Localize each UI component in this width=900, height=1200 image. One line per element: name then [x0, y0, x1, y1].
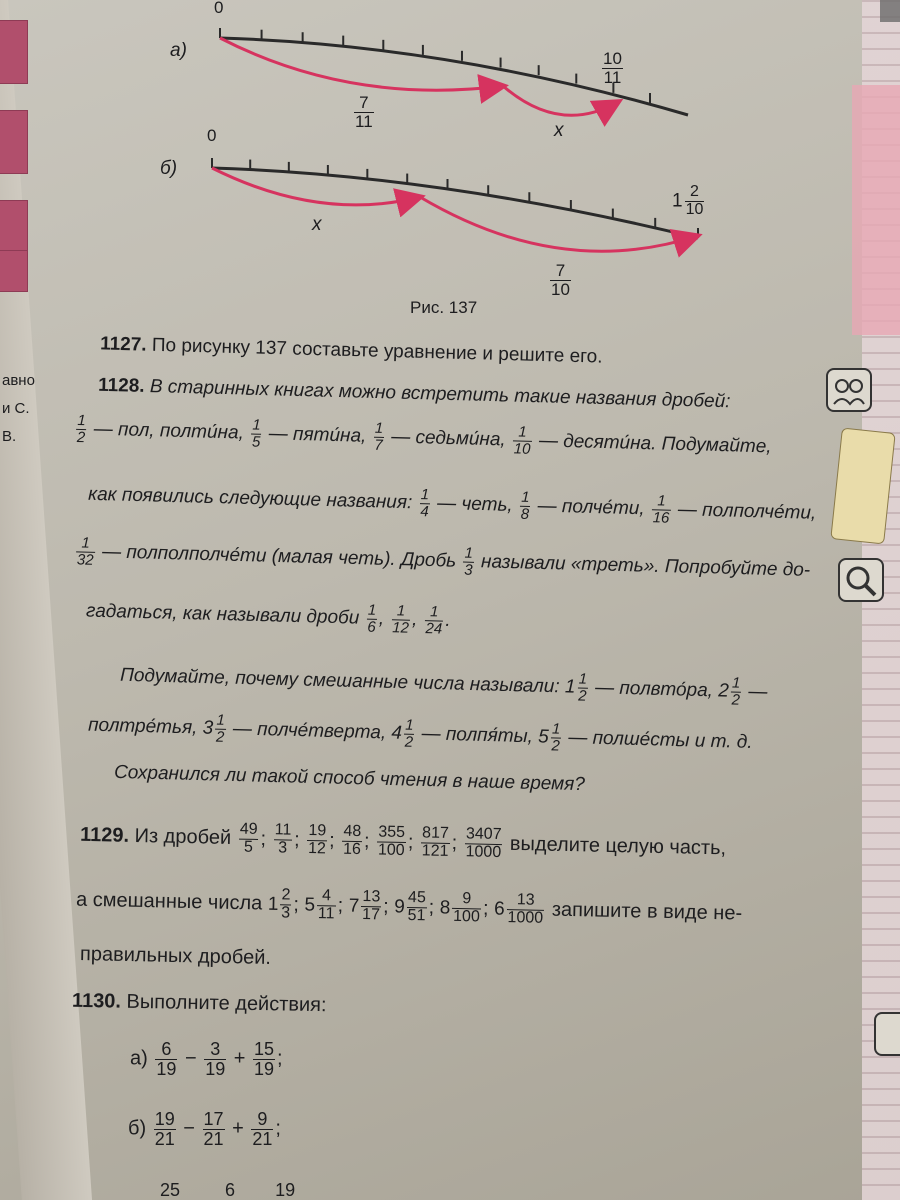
exercise-1128-line8: Сохранился ли такой способ чтения в наше время? [113, 761, 586, 796]
fraction: $\frac{13}{17}$ [361, 888, 381, 924]
fraction: $\frac{4}{11}$ [317, 887, 335, 923]
exercise-1127: 1127. По рисунку 137 составьте уравнение и решите его. [99, 333, 603, 368]
fraction: $\frac{45}{51}$ [407, 888, 426, 925]
fraction: $\frac{817}{121}$ [421, 824, 450, 860]
number-line-b [212, 158, 698, 251]
zero-label-a: 0 [214, 0, 224, 17]
fraction-label: $\frac{7}{10}$ [551, 261, 570, 299]
pair-work-icon [826, 368, 872, 412]
fraction: $\frac{9}{100}$ [452, 890, 481, 926]
fraction: $\frac{19}{12}$ [307, 822, 327, 858]
fraction: $\frac{2}{3}$ [281, 886, 291, 922]
fraction-label: $\frac{7}{11}$ [355, 93, 373, 131]
label-a: а) [170, 40, 187, 61]
exercise-1129-line3: правильных дробей. [79, 943, 272, 969]
magnifier-icon [838, 558, 884, 602]
exercise-1128-line4: $\frac{1}{32}$ — полполполче́ти (малая четь). Дробь $\frac{1}{3}$ называли «треть». Попробуйте до- [76, 534, 811, 581]
exercise-1129-line2: а смешанные числа 1 $\frac{2}{3}$ ; 5 $\frac{4}{11}$ ; 7 $\frac{13}{17}$ ; 9 $\frac{45}{51}$ ; 8 $\frac{9}{100}$ ; 6 $\frac{13}{1000}$ запишите в виде не- [75, 886, 743, 927]
label-b: б) [160, 158, 178, 179]
fraction: $\frac{13}{1000}$ [507, 891, 544, 927]
x-label-b: x [312, 214, 322, 235]
mixed-label: 1 $\frac{2}{10}$ [672, 183, 704, 218]
exercise-1130: 1130. Выполните действия: [71, 989, 327, 1017]
fraction-label: $\frac{10}{11}$ [603, 49, 622, 87]
number-line-figure [0, 0, 900, 340]
exercise-1130-a: а) $\frac{6}{19}$ − $\frac{3}{19}$ + $\frac{15}{19}$ ; [130, 1039, 283, 1079]
exercise-1128-line6: Подумайте, почему смешанные числа называли: 1 $\frac{1}{2}$ — полвто́ра, 2 $\frac{1}{2}$ — [119, 664, 768, 709]
x-label-a: x [554, 120, 564, 141]
exercise-1130-b: б) $\frac{19}{21}$ − $\frac{17}{21}$ + $\frac{9}{21}$ ; [128, 1109, 281, 1149]
margin-text: авно [2, 372, 35, 389]
margin-text: и С. [2, 400, 30, 417]
exercise-1128-line7: полтре́тья, 3 $\frac{1}{2}$ — полче́тверта, 4 $\frac{1}{2}$ — полпя́ты, 5 $\frac{1}{2}$ — полше́сты и т. д. [87, 711, 753, 755]
arc-a1 [220, 38, 503, 90]
fraction: $\frac{49}{5}$ [239, 820, 258, 856]
fraction: $\frac{355}{100}$ [377, 823, 406, 859]
fraction: $\frac{11}{3}$ [274, 821, 292, 857]
fraction: $\frac{3407}{1000}$ [465, 825, 502, 861]
exercise-1129-line1: 1129. Из дробей $\frac{49}{5}$ ; $\frac{11}{3}$ ; $\frac{19}{12}$ ; $\frac{48}{16}$ ; $\frac{355}{100}$ ; $\frac{817}{121}$ ; $\frac{3407}{1000}$ выделите целую часть, [79, 820, 727, 861]
exercise-1128-line5: гадаться, как называли дроби $\frac{1}{6}$ , $\frac{1}{12}$ , $\frac{1}{24}$ . [85, 600, 451, 638]
fraction: $\frac{48}{16}$ [342, 822, 362, 858]
zero-label-b: 0 [207, 126, 217, 145]
figure-caption: Рис. 137 [410, 298, 478, 317]
exercise-1128-line1: 1128. В старинных книгах можно встретить такие названия дробей: [97, 374, 731, 413]
exercise-1130-c-partial: 25 6 19 [160, 1180, 296, 1200]
exercise-1128-line3: как появились следующие названия: $\frac{1}{4}$ — четь, $\frac{1}{8}$ — полче́ти, $\frac{1}{16}$ — полполче́ти, [87, 483, 817, 527]
exercise-1128-line2: $\frac{1}{2}$ — пол, полти́на, $\frac{1}{5}$ — пяти́на, $\frac{1}{7}$ — седьми́на, $\frac{1}{10}$ — десяти́на. Подумайте, [76, 411, 772, 458]
margin-text: В. [2, 428, 17, 445]
pair-work-icon [874, 1012, 900, 1056]
